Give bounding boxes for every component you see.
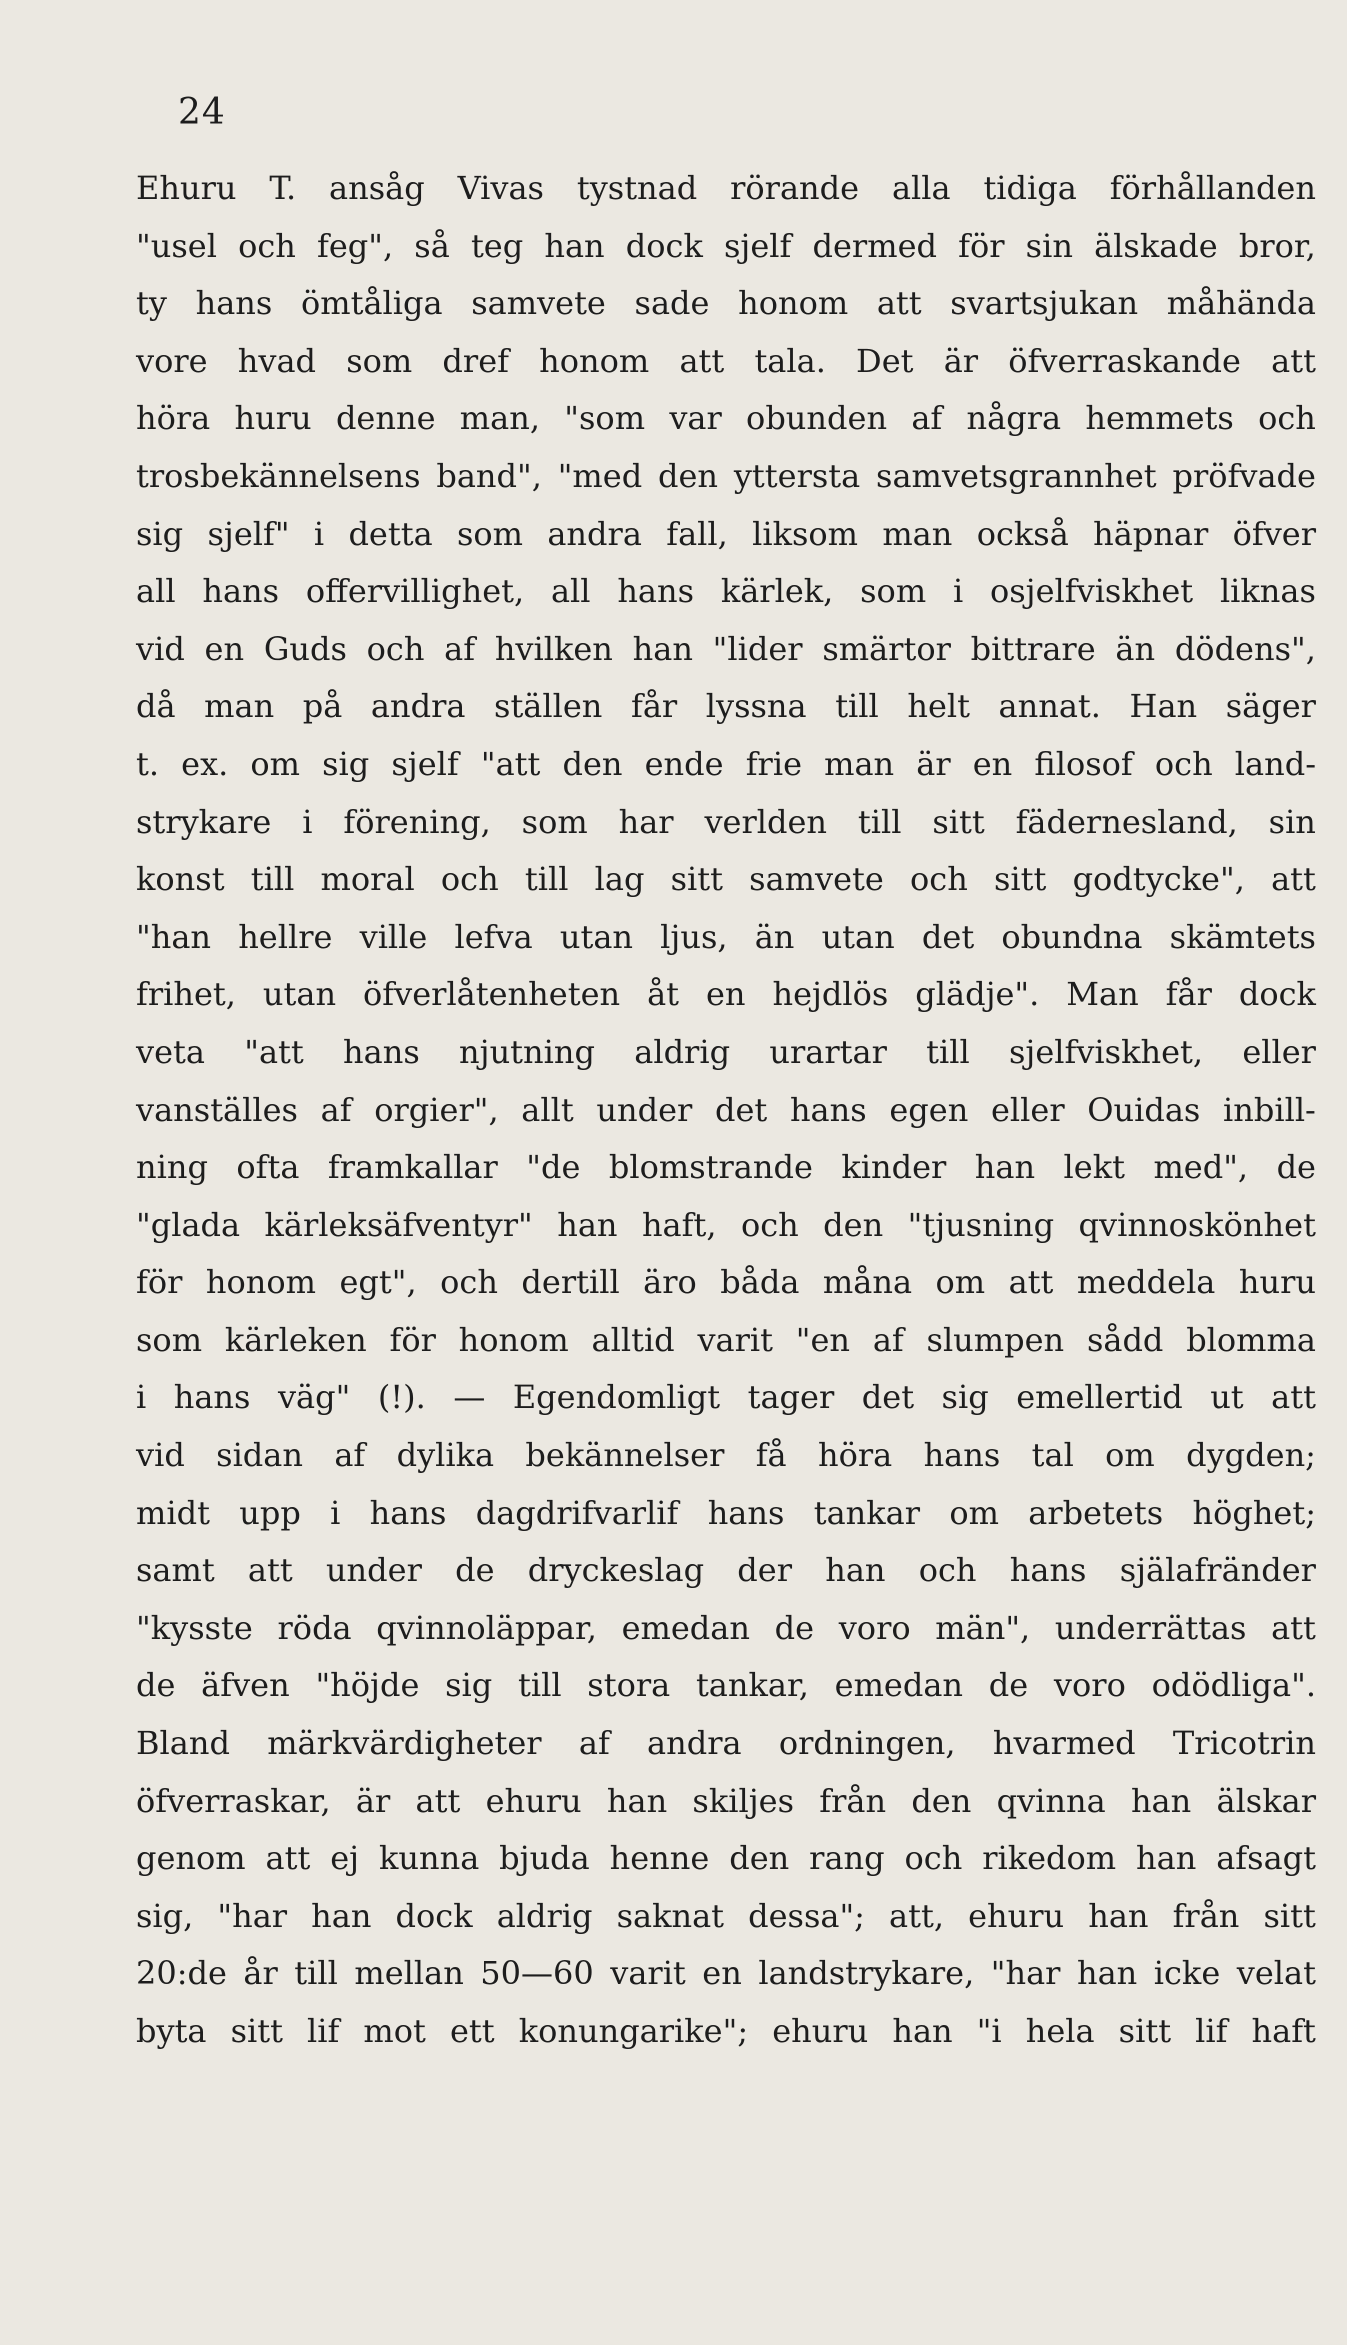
- text-line: vanställes af orgier", allt under det hans egen eller Ouidas inbill-: [136, 1090, 1316, 1129]
- text-line: 20:de år till mellan 50—60 varit en landstrykare, "har han icke velat: [136, 1954, 1316, 1993]
- body-text: [136, 160, 1316, 2061]
- text-line: sig, "har han dock aldrig saknat dessa"; att, ehuru han från sitt: [136, 1896, 1316, 1935]
- text-line: vid sidan af dylika bekännelser få höra hans tal om dygden;: [136, 1436, 1316, 1475]
- text-line: strykare i förening, som har verlden till sitt fädernesland, sin: [136, 802, 1316, 841]
- text-line: vore hvad som dref honom att tala. Det är öfverraskande att: [136, 341, 1316, 380]
- text-line: höra huru denne man, "som var obunden af några hemmets och: [136, 399, 1316, 438]
- text-line: då man på andra ställen får lyssna till helt annat. Han säger: [136, 687, 1316, 726]
- text-line: de äfven "höjde sig till stora tankar, emedan de voro odödliga".: [136, 1666, 1316, 1705]
- text-line: genom att ej kunna bjuda henne den rang och rikedom han afsagt: [136, 1839, 1316, 1878]
- text-line: Bland märkvärdigheter af andra ordningen, hvarmed Tricotrin: [136, 1724, 1316, 1763]
- text-line: som kärleken för honom alltid varit "en af slumpen sådd blomma: [136, 1320, 1316, 1359]
- text-line: trosbekännelsens band", "med den yttersta samvetsgrannhet pröfvade: [136, 456, 1316, 495]
- text-line: "han hellre ville lefva utan ljus, än utan det obundna skämtets: [136, 917, 1316, 956]
- page-number: 24: [178, 92, 226, 133]
- text-line: "usel och feg", så teg han dock sjelf dermed för sin älskade bror,: [136, 226, 1316, 265]
- text-line: konst till moral och till lag sitt samvete och sitt godtycke", att: [136, 860, 1316, 899]
- text-line: "kysste röda qvinnoläppar, emedan de voro män", underrättas att: [136, 1608, 1316, 1647]
- text-line: ning ofta framkallar "de blomstrande kinder han lekt med", de: [136, 1148, 1316, 1187]
- text-line: Ehuru T. ansåg Vivas tystnad rörande alla tidiga förhållanden: [136, 169, 1316, 207]
- text-line: i hans väg" (!). — Egendomligt tager det sig emellertid ut att: [136, 1378, 1316, 1417]
- text-line: vid en Guds och af hvilken han "lider smärtor bittrare än dödens",: [136, 629, 1316, 668]
- text-line: midt upp i hans dagdrifvarlif hans tankar om arbetets höghet;: [136, 1493, 1316, 1532]
- text-line: veta "att hans njutning aldrig urartar till sjelfviskhet, eller: [136, 1032, 1316, 1071]
- text-line: "glada kärleksäfventyr" han haft, och den "tjusning qvinnoskönhet: [136, 1205, 1316, 1244]
- text-line: frihet, utan öfverlåtenheten åt en hejdlös glädje". Man får dock: [136, 975, 1316, 1014]
- text-line: öfverraskar, är att ehuru han skiljes från den qvinna han älskar: [136, 1781, 1316, 1820]
- text-line: byta sitt lif mot ett konungarike"; ehuru han "i hela sitt lif haft: [136, 2012, 1316, 2050]
- text-line: sig sjelf" i detta som andra fall, liksom man också häpnar öfver: [136, 514, 1316, 553]
- text-line: ty hans ömtåliga samvete sade honom att svartsjukan måhända: [136, 284, 1316, 323]
- text-line: t. ex. om sig sjelf "att den ende frie man är en filosof och land-: [136, 744, 1316, 783]
- text-line: all hans offervillighet, all hans kärlek, som i osjelfviskhet liknas: [136, 572, 1316, 611]
- text-line: samt att under de dryckeslag der han och hans själafränder: [136, 1551, 1316, 1590]
- text-line: för honom egt", och dertill äro båda måna om att meddela huru: [136, 1263, 1316, 1302]
